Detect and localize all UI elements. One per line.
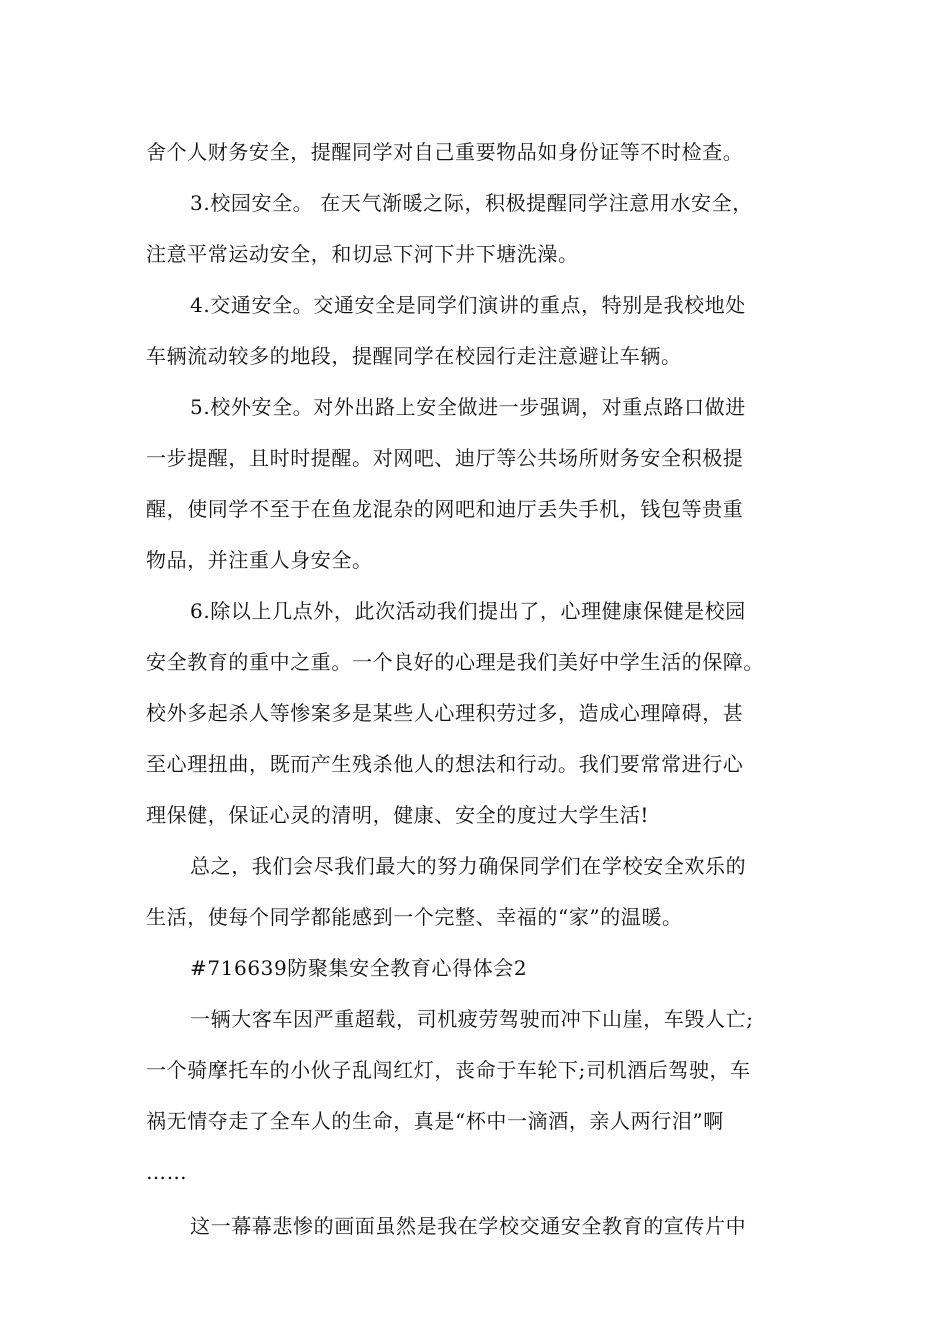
- text-line: 理保健，保证心灵的清明，健康、安全的度过大学生活!: [146, 803, 650, 827]
- text-line: 车辆流动较多的地段，提醒同学在校园行走注意避让车辆。: [146, 344, 682, 368]
- text-line: 醒，使同学不至于在鱼龙混杂的网吧和迪厅丢失手机，钱包等贵重: [146, 497, 744, 521]
- text-line: 一步提醒，且时时提醒。对网吧、迪厅等公共场所财务安全积极提: [146, 446, 744, 470]
- text-line: 注意平常运动安全，和切忌下河下井下塘洗澡。: [146, 242, 579, 266]
- text-line: 6.除以上几点外，此次活动我们提出了，心理健康保健是校园: [190, 599, 746, 623]
- text-line: 一辆大客车因严重超载，司机疲劳驾驶而冲下山崖，车毁人亡;: [190, 1007, 754, 1031]
- text-line: 4.交通安全。交通安全是同学们演讲的重点，特别是我校地处: [190, 293, 746, 317]
- text-line: 物品，并注重人身安全。: [146, 548, 373, 572]
- section-heading: #716639防聚集安全教育心得体会2: [190, 956, 528, 980]
- document-body: [146, 133, 812, 1258]
- text-line: 舍个人财务安全，提醒同学对自己重要物品如身份证等不时检查。: [146, 140, 744, 164]
- text-line: 这一幕幕悲惨的画面虽然是我在学校交通安全教育的宣传片中: [190, 1214, 747, 1238]
- text-line: 一个骑摩托车的小伙子乱闯红灯，丧命于车轮下;司机酒后驾驶，车: [146, 1058, 751, 1082]
- text-line: 3.校园安全。 在天气渐暖之际，积极提醒同学注意用水安全，: [190, 191, 753, 215]
- text-line: 至心理扭曲，既而产生残杀他人的想法和行动。我们要常常进行心: [146, 752, 744, 776]
- text-line: 校外多起杀人等惨案多是某些人心理积劳过多，造成心理障碍，甚: [146, 701, 744, 725]
- text-line: 生活，使每个同学都能感到一个完整、幸福的“家”的温暖。: [146, 905, 683, 929]
- text-line: 总之，我们会尽我们最大的努力确保同学们在学校安全欢乐的: [190, 854, 747, 878]
- text-line: ……: [146, 1160, 188, 1184]
- text-line: 5.校外安全。对外出路上安全做进一步强调，对重点路口做进: [190, 395, 746, 419]
- text-line: 安全教育的重中之重。一个良好的心理是我们美好中学生活的保障。: [146, 650, 764, 674]
- text-line: 祸无情夺走了全车人的生命，真是“杯中一滴酒，亲人两行泪”啊: [146, 1109, 724, 1133]
